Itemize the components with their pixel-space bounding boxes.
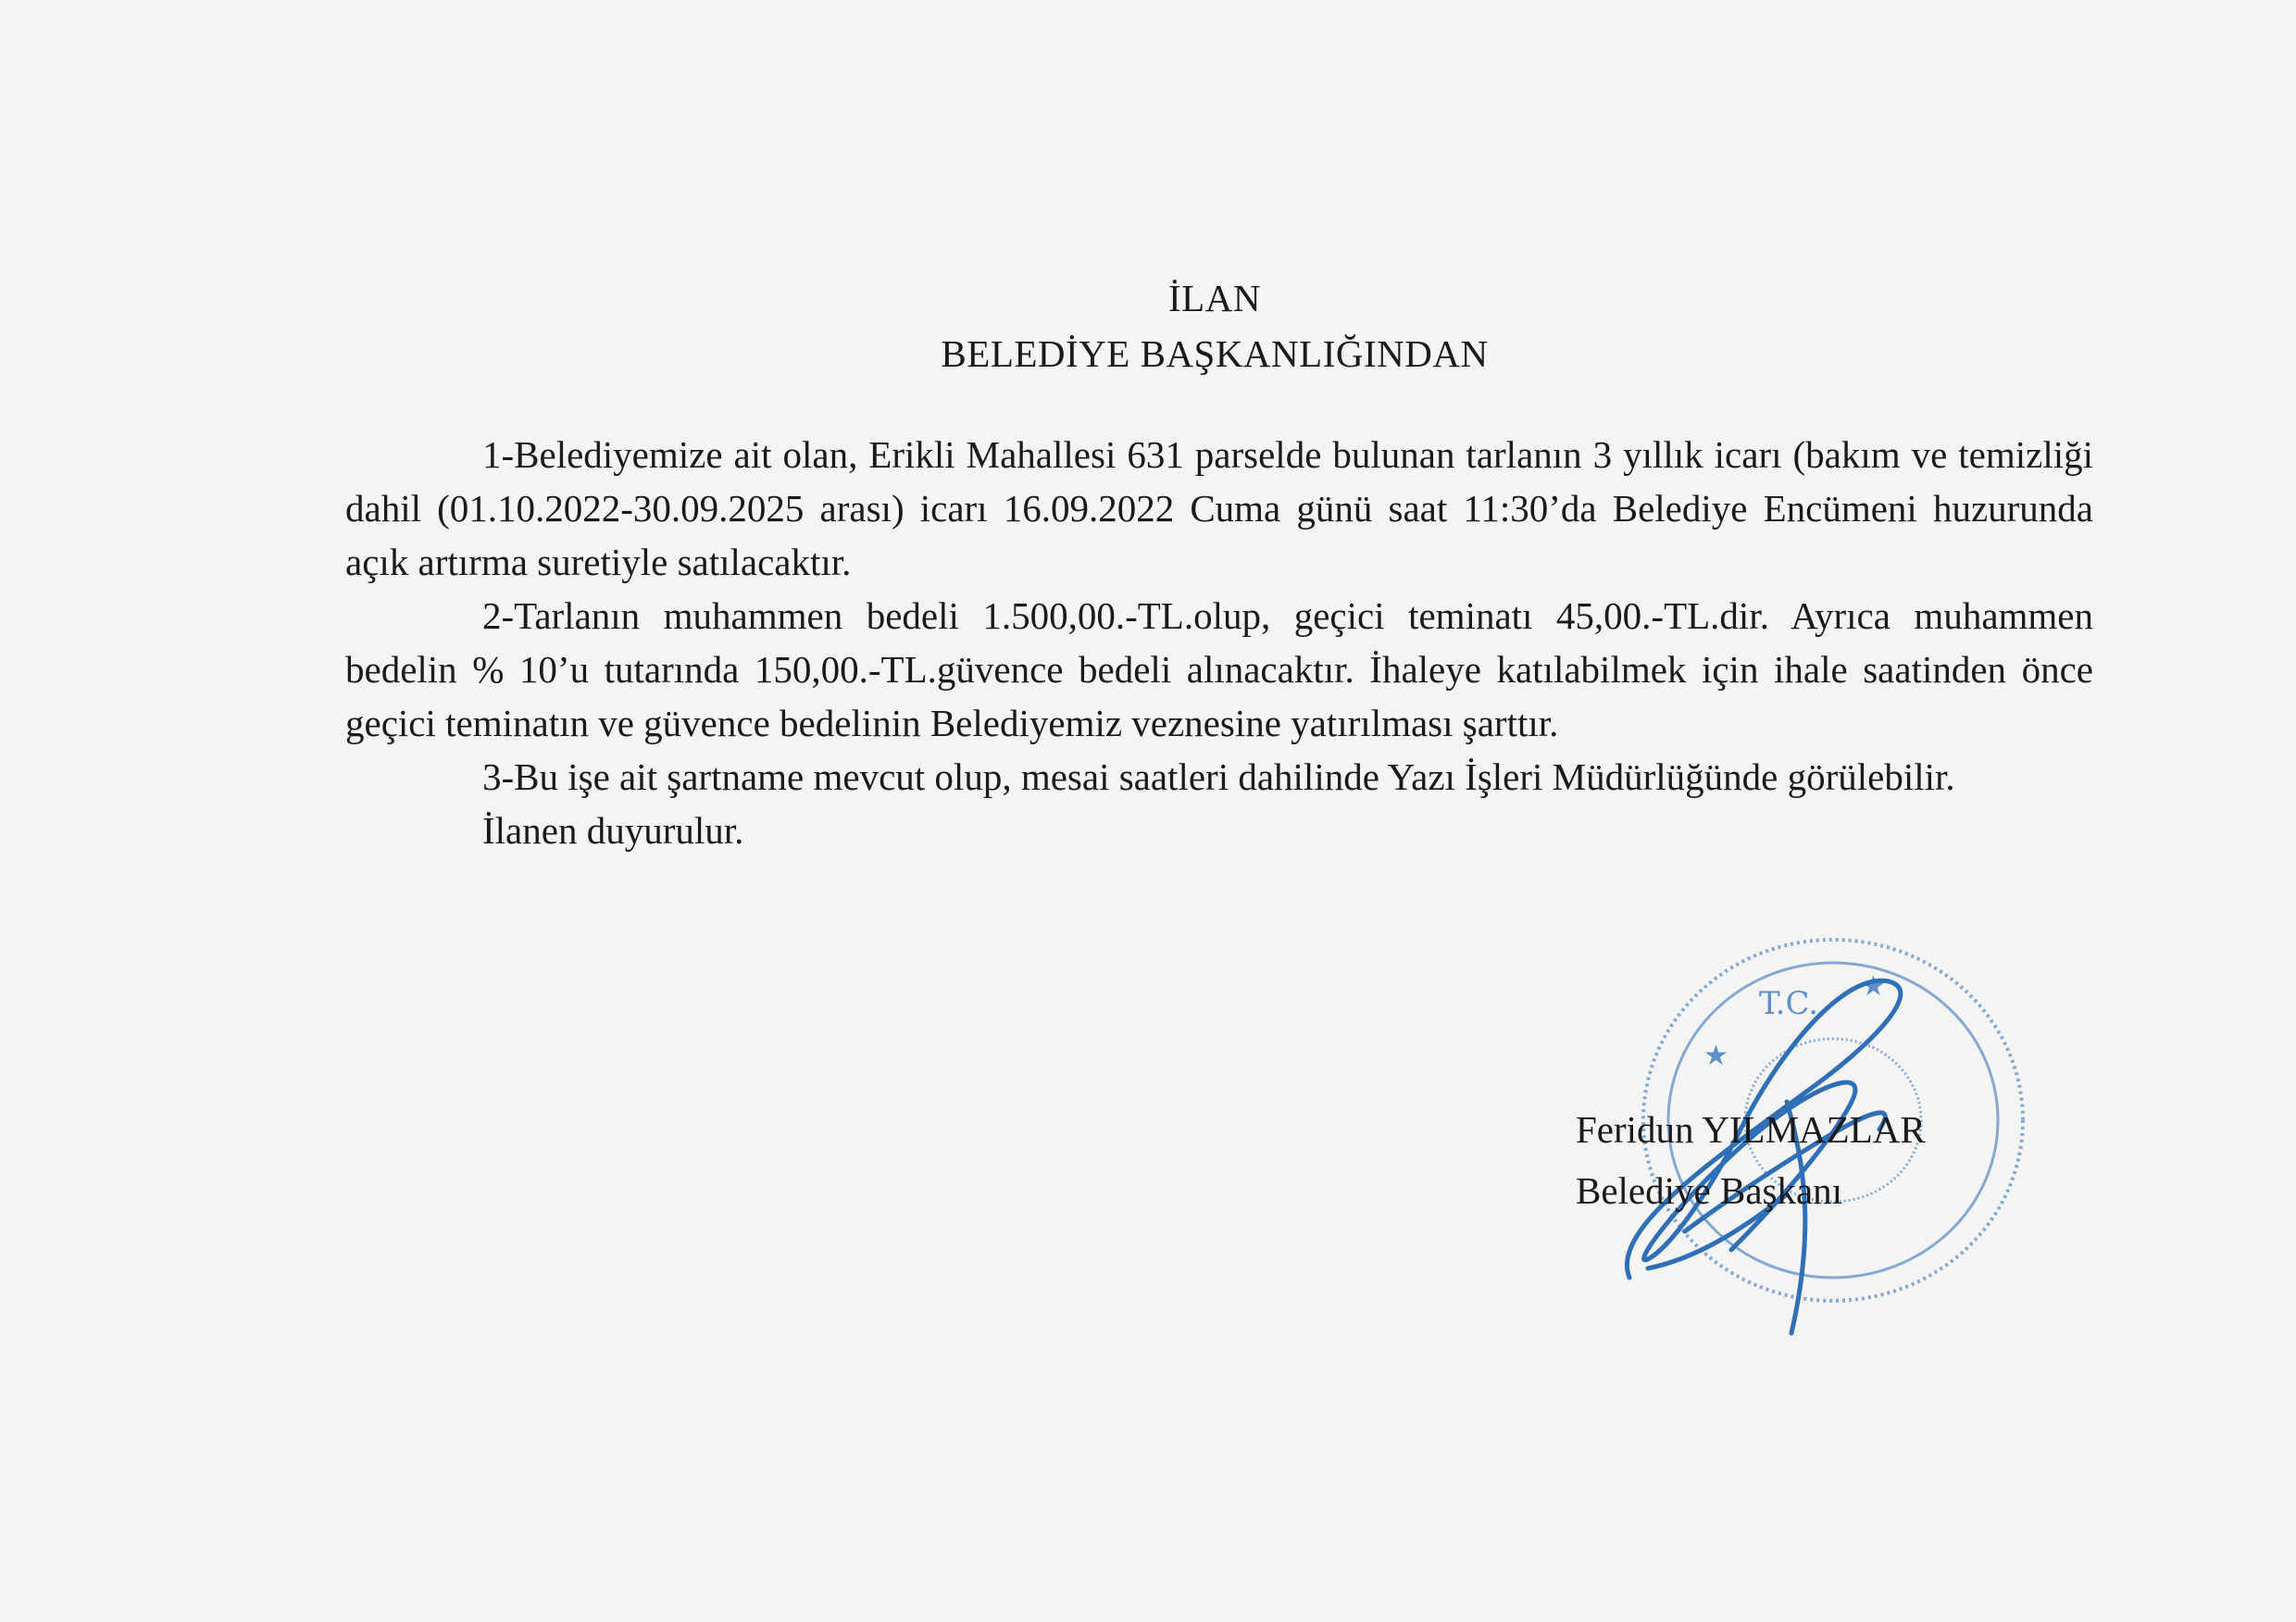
announcement-heading: İLAN [1168, 277, 1261, 319]
signer-title: Belediye Başkanı [1576, 1169, 1843, 1212]
svg-text:T.C.: T.C. [1759, 985, 1819, 1022]
issuer-heading: BELEDİYE BAŞKANLIĞINDAN [941, 332, 1489, 375]
paragraph-3: 3-Bu işe ait şartname mevcut olup, mesai saatleri dahilinde Yazı İşleri Müdürlüğünde görülebilir. [482, 755, 1955, 798]
paragraph-1: 1-Belediyemize ait olan, Erikli Mahallesi 631 parselde bulunan tarlanın 3 yıllık icarı (bakım ve temizliği dahil (01.10.2022-30.09.2025 arası) icarı 16.09.2022 Cuma günü saat 11:30’da Belediye Encümeni huzurunda açık artırma suretiyle satılacaktır. [345, 433, 2093, 583]
closing-line: İlanen duyurulur. [482, 809, 744, 852]
signer-name: Feridun YILMAZLAR [1576, 1108, 1926, 1151]
svg-text:★: ★ [1861, 971, 1886, 1002]
svg-text:★: ★ [1703, 1041, 1728, 1071]
announcement-body [345, 428, 2093, 857]
paragraph-2: 2-Tarlanın muhammen bedeli 1.500,00.-TL.olup, geçici teminatı 45,00.-TL.dir. Ayrıca muhammen bedelin % 10’u tutarında 150,00.-TL.güvence bedeli alınacaktır. İhaleye katılabilmek için ihale saatinden önce geçici teminatın ve güvence bedelinin Belediyemiz veznesine yatırılması şarttır. [345, 594, 2093, 744]
